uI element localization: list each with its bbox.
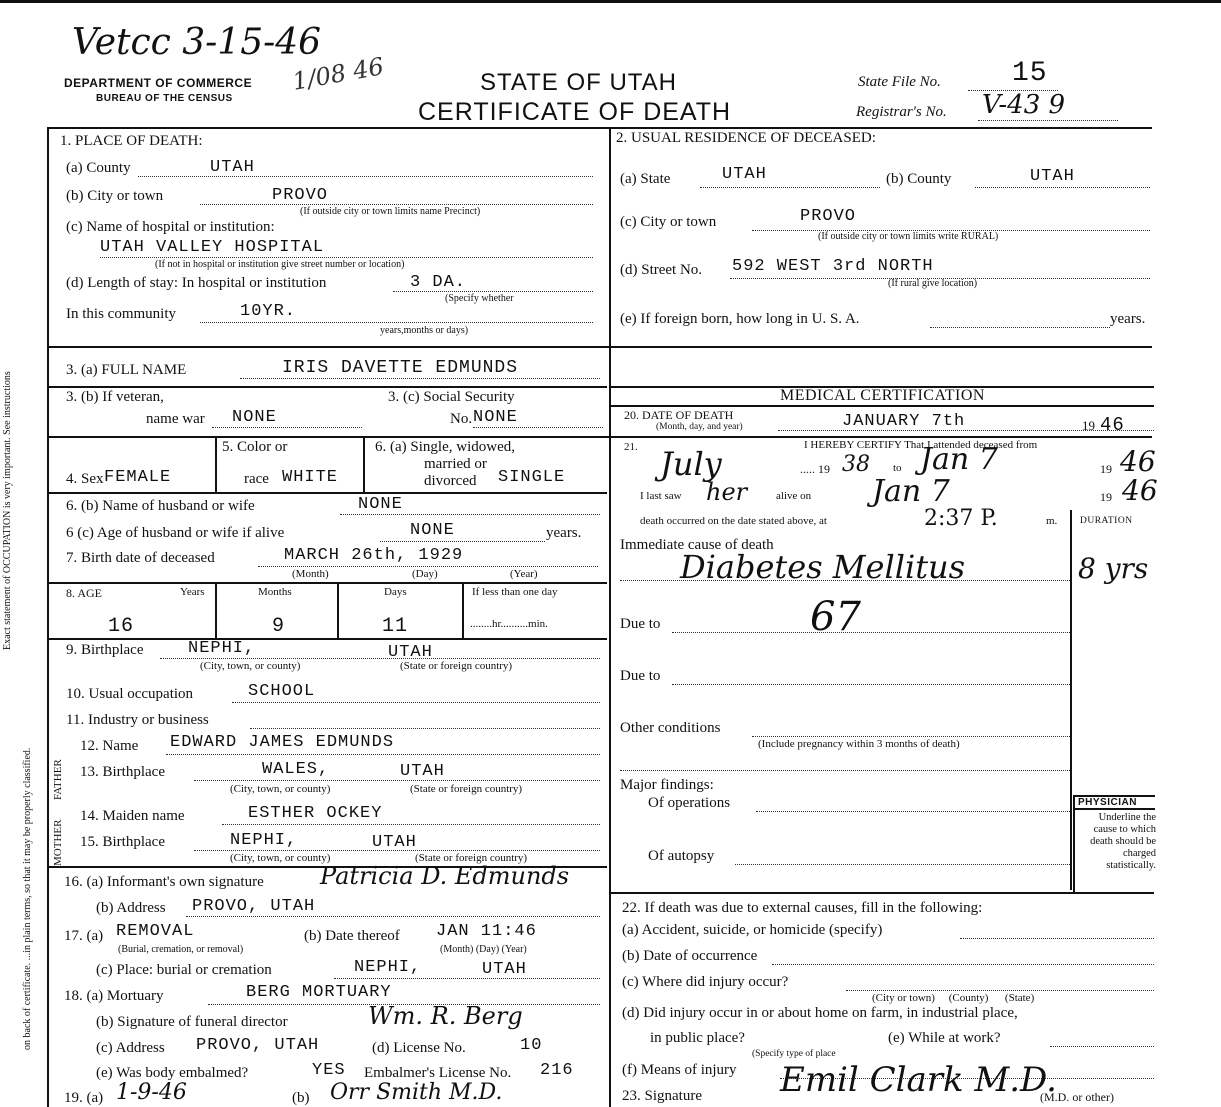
s21-last-saw: I last saw <box>640 490 682 502</box>
s21-last-saw-hand: her <box>706 478 748 506</box>
form-left-rule <box>47 127 49 1107</box>
s2-street-note: (If rural give location) <box>888 278 978 289</box>
s1-county-label: (a) County <box>66 160 131 176</box>
s18-director-label: (b) Signature of funeral director <box>96 1014 288 1030</box>
s17-place-city: NEPHI, <box>354 958 422 977</box>
s18-license-label: (d) License No. <box>372 1040 466 1056</box>
s11-industry-label: 11. Industry or business <box>66 712 209 728</box>
s17-burial-note: (Burial, cremation, or removal) <box>118 944 244 955</box>
s1-county-value: UTAH <box>210 158 255 177</box>
rule-after-s7 <box>47 582 607 584</box>
s21-alive-on: alive on <box>776 490 812 502</box>
form-top-rule <box>47 127 1152 129</box>
s15-state-note: (State or foreign country) <box>415 852 528 864</box>
s6c-years: years. <box>546 525 582 541</box>
s8-age-label: 8. AGE <box>66 586 102 600</box>
s20-value: JANUARY 7th <box>842 412 966 431</box>
s21-label: 21. <box>624 441 638 453</box>
s8-months-label: Months <box>258 586 292 598</box>
state-file-value: 15 <box>1012 58 1048 89</box>
s22-d1: (d) Did injury occur in or about home on farm, in industrial place, <box>622 1005 1018 1021</box>
s1-header: 1. PLACE OF DEATH: <box>60 133 203 149</box>
bureau-label: BUREAU OF THE CENSUS <box>96 93 233 104</box>
s20-note: (Month, day, and year) <box>656 422 743 432</box>
s4-sex-value: FEMALE <box>104 468 172 487</box>
handwritten-date: Vetcc 3-15-46 <box>72 22 322 63</box>
margin-instructions: Exact statement of OCCUPATION is very important. See instructions <box>2 371 13 650</box>
s16-addr-value: PROVO, UTAH <box>192 897 316 916</box>
ops-label: Of operations <box>648 795 731 811</box>
s3-war-value: NONE <box>232 408 277 427</box>
s9-city-note: (City, town, or county) <box>200 660 301 672</box>
state-title: STATE OF UTAH <box>480 69 677 96</box>
s8-hrmin: ........hr..........min. <box>470 618 548 630</box>
s6c-age-label: 6 (c) Age of husband or wife if alive <box>66 525 285 541</box>
s21-from-year: 38 <box>842 452 870 477</box>
s18-emb-license-value: 216 <box>540 1061 574 1080</box>
s16-addr-label: (b) Address <box>96 900 166 916</box>
due1-hand: 67 <box>810 594 861 640</box>
s2-street-value: 592 WEST 3rd NORTH <box>732 257 934 276</box>
s6-marital-label3: divorced <box>424 473 477 489</box>
s9-birthplace-city: NEPHI, <box>188 639 256 658</box>
s10-occ-value: SCHOOL <box>248 682 316 701</box>
s2-foreign-label: (e) If foreign born, how long in U. S. A. <box>620 311 860 327</box>
s5-color-label: 5. Color or <box>222 439 288 455</box>
s22-place-note: (City or town) (County) (State) <box>872 992 1035 1004</box>
s2-state-label: (a) State <box>620 171 671 187</box>
top-border <box>0 0 1221 3</box>
s21-alive-year-pre: 19 <box>1100 490 1112 504</box>
due1-label: Due to <box>620 616 661 632</box>
s21-from-year-pre: ..... 19 <box>800 462 830 476</box>
s9-state-note: (State or foreign country) <box>400 660 513 672</box>
s7-month: (Month) <box>292 568 329 580</box>
s16-inf-signature: Patricia D. Edmunds <box>320 862 570 890</box>
s1-stay-label: (d) Length of stay: In hospital or institution <box>66 275 327 291</box>
margin-instructions-2: on back of certificate. ...in plain terms, so that it may be properly classified. <box>22 747 33 1050</box>
s3-veteran-label: 3. (b) If veteran, <box>66 389 164 405</box>
s1-ymd: years,months or days) <box>380 325 469 336</box>
s6-marital-label2: married or <box>424 456 487 472</box>
s2-county-label: (b) County <box>886 171 952 187</box>
s17-mdy-note: (Month) (Day) (Year) <box>440 944 527 955</box>
state-file-label: State File No. <box>858 74 941 90</box>
s2-header: 2. USUAL RESIDENCE OF DECEASED: <box>616 130 876 146</box>
s6-marital-value: SINGLE <box>498 468 566 487</box>
s21-to: to <box>893 462 902 474</box>
s1-city-value: PROVO <box>272 186 329 205</box>
autopsy-label: Of autopsy <box>648 848 715 864</box>
rule-before-s22 <box>609 892 1154 894</box>
s18-embalmed-value: YES <box>312 1061 346 1080</box>
s2-state-value: UTAH <box>722 165 767 184</box>
s3-war-label: name war <box>146 411 205 427</box>
s17-removal-value: REMOVAL <box>116 922 195 941</box>
s10-occ-label: 10. Usual occupation <box>66 686 194 702</box>
s15-mbirth-label: 15. Birthplace <box>80 834 165 850</box>
major-label: Major findings: <box>620 777 714 793</box>
s13-city-note: (City, town, or county) <box>230 783 331 795</box>
immediate-hand: Diabetes Mellitus <box>680 548 966 586</box>
s18-maddr-label: (c) Address <box>96 1040 165 1056</box>
s19-label: 19. (a) <box>64 1090 104 1106</box>
s18-embalmed-label: (e) Was body embalmed? <box>96 1065 249 1081</box>
duration-hand: 8 yrs <box>1078 552 1149 585</box>
s5-race-label: race <box>244 471 269 487</box>
s22-a: (a) Accident, suicide, or homicide (specify) <box>622 922 883 938</box>
s13-fbirth-city: WALES, <box>262 760 330 779</box>
s23-md-note: (M.D. or other) <box>1040 1090 1114 1104</box>
s13-fbirth-label: 13. Birthplace <box>80 764 165 780</box>
s1-city-note: (If outside city or town limits name Precinct) <box>300 206 481 217</box>
s17-place-label: (c) Place: burial or cremation <box>96 962 272 978</box>
s21-from-hand: July <box>660 445 722 483</box>
s1-hospital-label: (c) Name of hospital or institution: <box>66 219 275 235</box>
s15-mbirth-state: UTAH <box>372 833 417 852</box>
s17-place-state: UTAH <box>482 960 527 979</box>
registrar-value: V-43 9 <box>982 90 1066 120</box>
s3-name-label: 3. (a) FULL NAME <box>66 362 187 378</box>
med-header: MEDICAL CERTIFICATION <box>780 387 985 404</box>
s15-mbirth-city: NEPHI, <box>230 831 298 850</box>
s1-community-value: 10YR. <box>240 302 297 321</box>
s20-year-prefix: 19 <box>1082 418 1095 433</box>
s1-specify: (Specify whether <box>445 293 514 304</box>
s23-label: 23. Signature <box>622 1088 702 1104</box>
mother-vertical: MOTHER <box>52 819 64 866</box>
s22-f: (f) Means of injury <box>622 1062 737 1078</box>
s18-license-value: 10 <box>520 1036 543 1055</box>
s3-ss-label: 3. (c) Social Security <box>388 389 515 405</box>
other-label: Other conditions <box>620 720 721 736</box>
s22-e: (e) While at work? <box>888 1030 1001 1046</box>
s6-marital-label1: 6. (a) Single, widowed, <box>375 439 515 455</box>
s16-inf-label: 16. (a) Informant's own signature <box>64 874 264 890</box>
s9-birthplace-state: UTAH <box>388 643 433 662</box>
s21-time: 2:37 P. <box>924 506 998 531</box>
s18-mortuary-label: 18. (a) Mortuary <box>64 988 164 1004</box>
center-rule <box>609 127 611 1107</box>
s7-year: (Year) <box>510 568 538 580</box>
s3-ss-no-label: No. <box>450 411 473 427</box>
s17-date-label: (b) Date thereof <box>304 928 400 944</box>
dept-label: DEPARTMENT OF COMMERCE <box>64 76 253 90</box>
s19-signature: Orr Smith M.D. <box>330 1080 503 1105</box>
rule-after-3bc <box>47 436 1152 438</box>
s8-less-label: If less than one day <box>472 586 558 598</box>
rule-sex-race <box>215 436 217 492</box>
rule-race-marital <box>363 436 365 492</box>
s18-mortuary-value: BERG MORTUARY <box>246 983 392 1002</box>
s8-days-value: 11 <box>382 615 409 638</box>
s12-fname-value: EDWARD JAMES EDMUNDS <box>170 733 395 752</box>
rule-physician-sub <box>1073 808 1155 810</box>
s4-sex-label: 4. Sex <box>66 471 104 487</box>
rule-age-2 <box>337 582 339 638</box>
s21-to-year: 46 <box>1120 445 1156 478</box>
s7-birth-label: 7. Birth date of deceased <box>66 550 215 566</box>
s22-b: (b) Date of occurrence <box>622 948 758 964</box>
s1-hospital-value: UTAH VALLEY HOSPITAL <box>100 238 325 257</box>
physician-header: PHYSICIAN <box>1078 797 1137 808</box>
rule-age-1 <box>215 582 217 638</box>
s21-certify: I HEREBY CERTIFY That I attended deceased from <box>804 439 1038 451</box>
s18-director-signature: Wm. R. Berg <box>368 1002 523 1030</box>
s18-emb-license-label: Embalmer's License No. <box>364 1065 512 1081</box>
s3-name-value: IRIS DAVETTE EDMUNDS <box>282 358 519 378</box>
rule-after-s1 <box>47 346 1152 348</box>
s21-alive-year: 46 <box>1122 474 1158 507</box>
s23-signature: Emil Clark M.D. <box>780 1060 1057 1100</box>
rule-after-s4 <box>47 492 607 494</box>
s15-city-note: (City, town, or county) <box>230 852 331 864</box>
s14-mname-label: 14. Maiden name <box>80 808 185 824</box>
s21-m: m. <box>1046 515 1058 527</box>
s8-months-value: 9 <box>272 615 286 638</box>
s13-state-note: (State or foreign country) <box>410 783 523 795</box>
s2-city-note: (If outside city or town limits write RURAL) <box>818 231 999 242</box>
rule-age-3 <box>462 582 464 638</box>
s6b-spouse-label: 6. (b) Name of husband or wife <box>66 498 255 514</box>
s20-year: 46 <box>1100 414 1125 436</box>
s2-city-value: PROVO <box>800 207 857 226</box>
s22-c: (c) Where did injury occur? <box>622 974 789 990</box>
physician-note: Underline the cause to which death should be charged statistically. <box>1090 812 1156 871</box>
s17-removal-label: 17. (a) <box>64 928 104 944</box>
s12-fname-label: 12. Name <box>80 738 139 754</box>
s22-header: 22. If death was due to external causes, fill in the following: <box>622 900 983 916</box>
s1-community-label: In this community <box>66 306 176 322</box>
preg-note: (Include pregnancy within 3 months of death) <box>758 738 960 750</box>
s7-day: (Day) <box>412 568 438 580</box>
s18-maddr-value: PROVO, UTAH <box>196 1036 320 1055</box>
rule-after-3a <box>47 386 607 388</box>
s2-county-value: UTAH <box>1030 167 1075 186</box>
rule-duration <box>1070 510 1072 890</box>
s5-race-value: WHITE <box>282 468 339 487</box>
s2-years: years. <box>1110 311 1146 327</box>
registrar-label: Registrar's No. <box>856 104 947 120</box>
s17-date-value: JAN 11:46 <box>436 922 537 941</box>
s22-d2: in public place? <box>650 1030 745 1046</box>
s20-label: 20. DATE OF DEATH <box>624 408 734 422</box>
s8-days-label: Days <box>384 586 407 598</box>
s8-years-label: Years <box>180 586 205 598</box>
s22-specify-note: (Specify type of place <box>752 1049 836 1059</box>
s6b-spouse-value: NONE <box>358 495 403 514</box>
handwritten-stamp: 1/08 46 <box>290 52 386 96</box>
s6c-age-value: NONE <box>410 521 455 540</box>
s21-alive-hand: Jan 7 <box>872 474 950 509</box>
s21-death-occurred: death occurred on the date stated above, at <box>640 515 827 527</box>
s1-city-label: (b) City or town <box>66 188 164 204</box>
s7-birth-value: MARCH 26th, 1929 <box>284 546 464 565</box>
s13-fbirth-state: UTAH <box>400 762 445 781</box>
s1-hospital-note: (If not in hospital or institution give street number or location) <box>155 259 405 270</box>
s3-ss-value: NONE <box>473 408 518 427</box>
s2-city-label: (c) City or town <box>620 214 717 230</box>
s1-stay-value: 3 DA. <box>410 273 467 292</box>
father-vertical: FATHER <box>52 759 64 800</box>
s8-years-value: 16 <box>108 615 135 638</box>
rule-med-sub <box>609 405 1154 407</box>
certificate-title: CERTIFICATE OF DEATH <box>418 98 732 126</box>
s9-birthplace-label: 9. Birthplace <box>66 642 144 658</box>
s2-street-label: (d) Street No. <box>620 262 703 278</box>
due2-label: Due to <box>620 668 661 684</box>
s19-date: 1-9-46 <box>116 1080 187 1105</box>
s21-to-hand: Jan 7 <box>920 442 998 477</box>
s19-b-label: (b) <box>292 1090 310 1106</box>
rule-after-age <box>47 638 607 640</box>
immediate-label: Immediate cause of death <box>620 537 774 553</box>
s14-mname-value: ESTHER OCKEY <box>248 804 383 823</box>
s21-to-year-pre: 19 <box>1100 462 1112 476</box>
duration-header: DURATION <box>1080 516 1133 526</box>
